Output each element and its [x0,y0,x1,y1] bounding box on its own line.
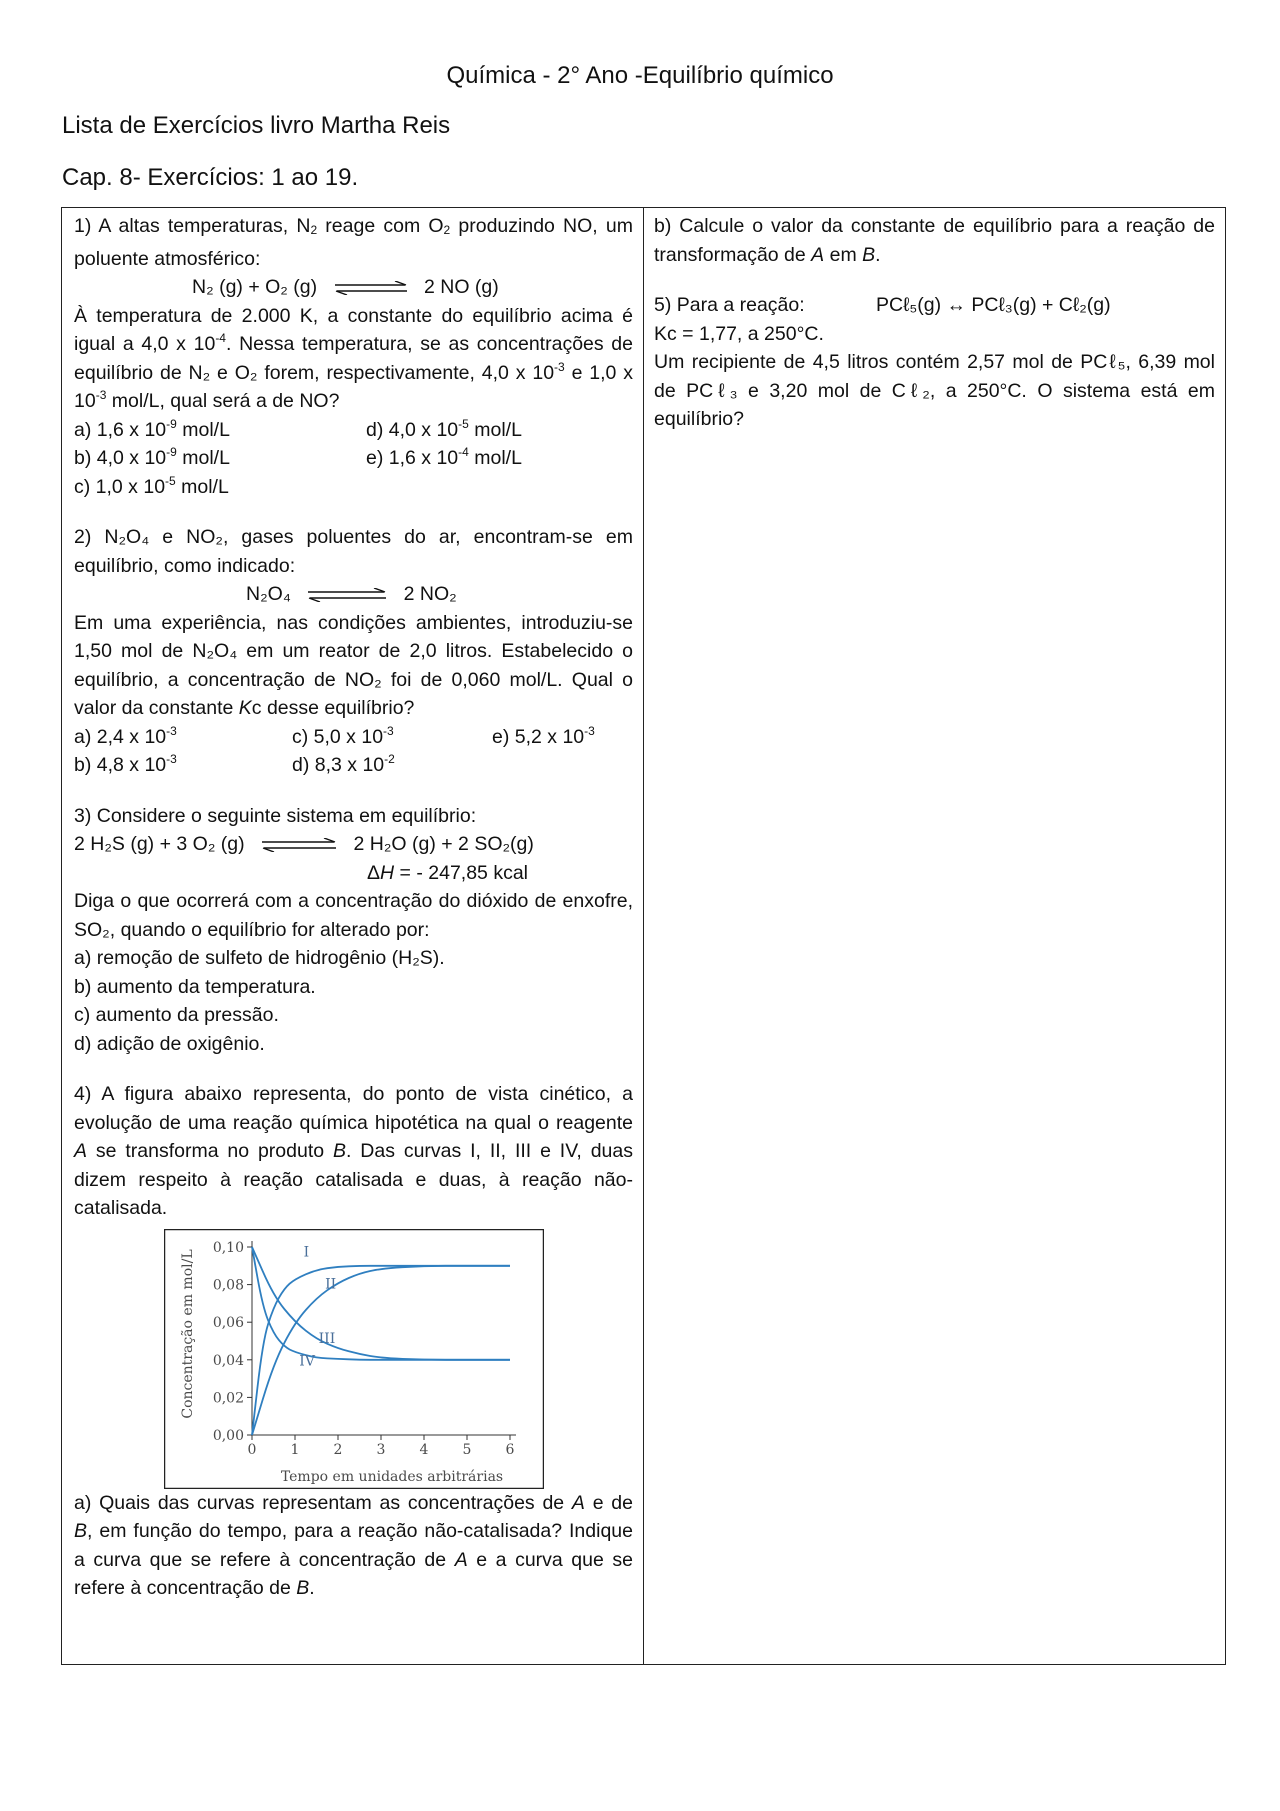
y-tick-label: 0,00 [212,1427,244,1444]
q2-options-row2 [74,751,633,780]
q3-item-b: b) aumento da temperatura. [74,975,316,998]
q1-option-e: e) 1,6 x $10^{-4}$ mol/L [366,445,522,469]
q1-option-d: d) 4,0 x $10^{-5}$ mol/L [366,416,522,441]
chart-ylabel: Concentração em mol/L [180,1248,196,1419]
y-tick-label: 0,02 [212,1389,244,1406]
q1-eq-left: N₂ (g) + O₂ (g) [192,276,318,298]
q3-eq-left: 2 H₂S (g) + 3 O₂ (g) [74,833,245,855]
y-tick-label: 0,10 [212,1239,244,1256]
q2-option-a: a) 2,4 x $10^{-3}$ [74,723,177,748]
x-tick-label: 6 [505,1441,515,1458]
q2-equation [74,580,633,609]
equilibrium-arrow-icon [306,588,388,602]
q5-body: Um recipiente de 4,5 litros contém 2,57 mol de PCℓ₅, 6,39 mol de PCℓ₃ e 3,20 mol de Cℓ₂, a 250°C. O sistema está em equilíbrio? [654,351,1215,430]
q1-eq-right: 2 NO (g) [423,276,499,298]
q4-intro: 4) A figura abaixo representa, do ponto de vista cinético, a evolução de uma reação química hipotética na qual o reagente A se transforma no produto B. Das curvas I, II, III e IV, duas dizem respeito à reação catalisada e duas, à reação não-catalisada. [74,1083,633,1219]
q2-options-row1 [74,723,633,752]
concentration-chart [164,1229,544,1489]
x-tick-label: 3 [376,1441,386,1458]
q5-kc: Kc = 1,77, a 250°C. [654,322,824,345]
q2-eq-right: 2 NO₂ [403,583,457,605]
y-tick-label: 0,04 [212,1352,244,1369]
q2-option-c: c) 5,0 x $10^{-3}$ [292,723,394,748]
y-tick-label: 0,08 [212,1277,244,1294]
list-title: Lista de Exercícios livro Martha Reis [62,112,451,139]
q3-body: Diga o que ocorrerá com a concentração do dióxido de enxofre, SO₂, quando o equilíbrio for alterado por: [74,890,633,941]
chart-svg [164,1229,544,1489]
exercise-table [61,207,1226,1665]
q2-option-d: d) 8,3 x $10^{-2}$ [292,752,395,776]
q5-intro: 5) Para a reação: [654,294,805,316]
q3-item-d: d) adição de oxigênio. [74,1032,265,1055]
chapter-line: Cap. 8- Exercícios: 1 ao 19. [62,164,359,191]
q3-item-a: a) remoção de sulfeto de hidrogênio (H₂S). [74,947,445,969]
curve-label-IV: IV [299,1352,315,1369]
q1-equation [74,273,633,302]
q1-options-row2 [74,444,633,473]
curve-label-I: I [303,1243,310,1260]
q3-item-c: c) aumento da pressão. [74,1004,279,1026]
q1-intro: 1) A altas temperaturas, $N_2$ reage com $O_2$ produzindo NO, um poluente atmosférico: [74,215,633,270]
chart-xlabel: Tempo em unidades arbitrárias [280,1468,504,1485]
q3-eq-right: 2 H₂O (g) + 2 SO₂(g) [353,833,534,855]
q1-option-c: c) 1,0 x $10^{-5}$ mol/L [74,473,229,498]
x-tick-label: 0 [247,1441,257,1458]
q1-body: À temperatura de 2.000 K, a constante do equilíbrio acima é igual a 4,0 x $10^{-4}$. Nessa temperatura, se as concentrações de equilíbrio de N₂ e O₂ forem, respectivamente, 4,0 x $10^{-3}$ e 1,0 x $10^{-3}$ mol/L, qual será a de NO? [74,304,633,412]
q1-option-a: a) 1,6 x $10^{-9}$ mol/L [74,416,230,441]
q2-option-e: e) 5,2 x $10^{-3}$ [492,723,595,748]
q1-option-b: b) 4,0 x $10^{-9}$ mol/L [74,445,230,469]
q5-intro-row [654,291,1215,320]
q2-intro: 2) N₂O₄ e NO₂, gases poluentes do ar, encontram-se em equilíbrio, como indicado: [74,526,633,577]
x-tick-label: 4 [419,1441,429,1458]
q3-equation [74,830,633,859]
q5-reaction: PCℓ₅(g) ↔ PCℓ₃(g) + Cℓ₂(g) [876,294,1111,316]
left-column [62,208,644,1664]
x-tick-label: 1 [290,1441,300,1458]
q3-intro: 3) Considere o seguinte sistema em equilíbrio: [74,804,477,827]
curve-label-III: III [318,1330,336,1347]
q2-eq-left: N₂O₄ [246,583,291,605]
equilibrium-arrow-icon [260,838,338,852]
x-tick-label: 5 [462,1441,472,1458]
equilibrium-arrow-icon [333,281,409,295]
q1-options-row1 [74,416,633,445]
curve-label-II: II [325,1275,337,1292]
q3-enthalpy: ΔH = - 247,85 kcal [367,861,528,884]
y-tick-label: 0,06 [212,1314,244,1331]
page-title: Química - 2° Ano -Equilíbrio químico [446,62,834,89]
x-tick-label: 2 [333,1441,343,1458]
curve-III [252,1247,510,1360]
q2-option-b: b) 4,8 x $10^{-3}$ [74,752,177,776]
right-column [644,208,1225,1664]
curve-IV [252,1247,510,1360]
q4-question-b: b) Calcule o valor da constante de equilíbrio para a reação de transformação de A em B. [654,215,1215,266]
q2-body: Em uma experiência, nas condições ambientes, introduziu-se 1,50 mol de N₂O₄ em um reator de 2,0 litros. Estabelecido o equilíbrio, a concentração de NO₂ foi de 0,060 mol/L. Qual o valor da constante Kc desse equilíbrio? [74,611,633,719]
q4-question-a: a) Quais das curvas representam as concentrações de A e de B, em função do tempo, para a reação não-catalisada? Indique a curva que se refere à concentração de A e a curva que se refere à concentração de B. [74,1491,633,1599]
